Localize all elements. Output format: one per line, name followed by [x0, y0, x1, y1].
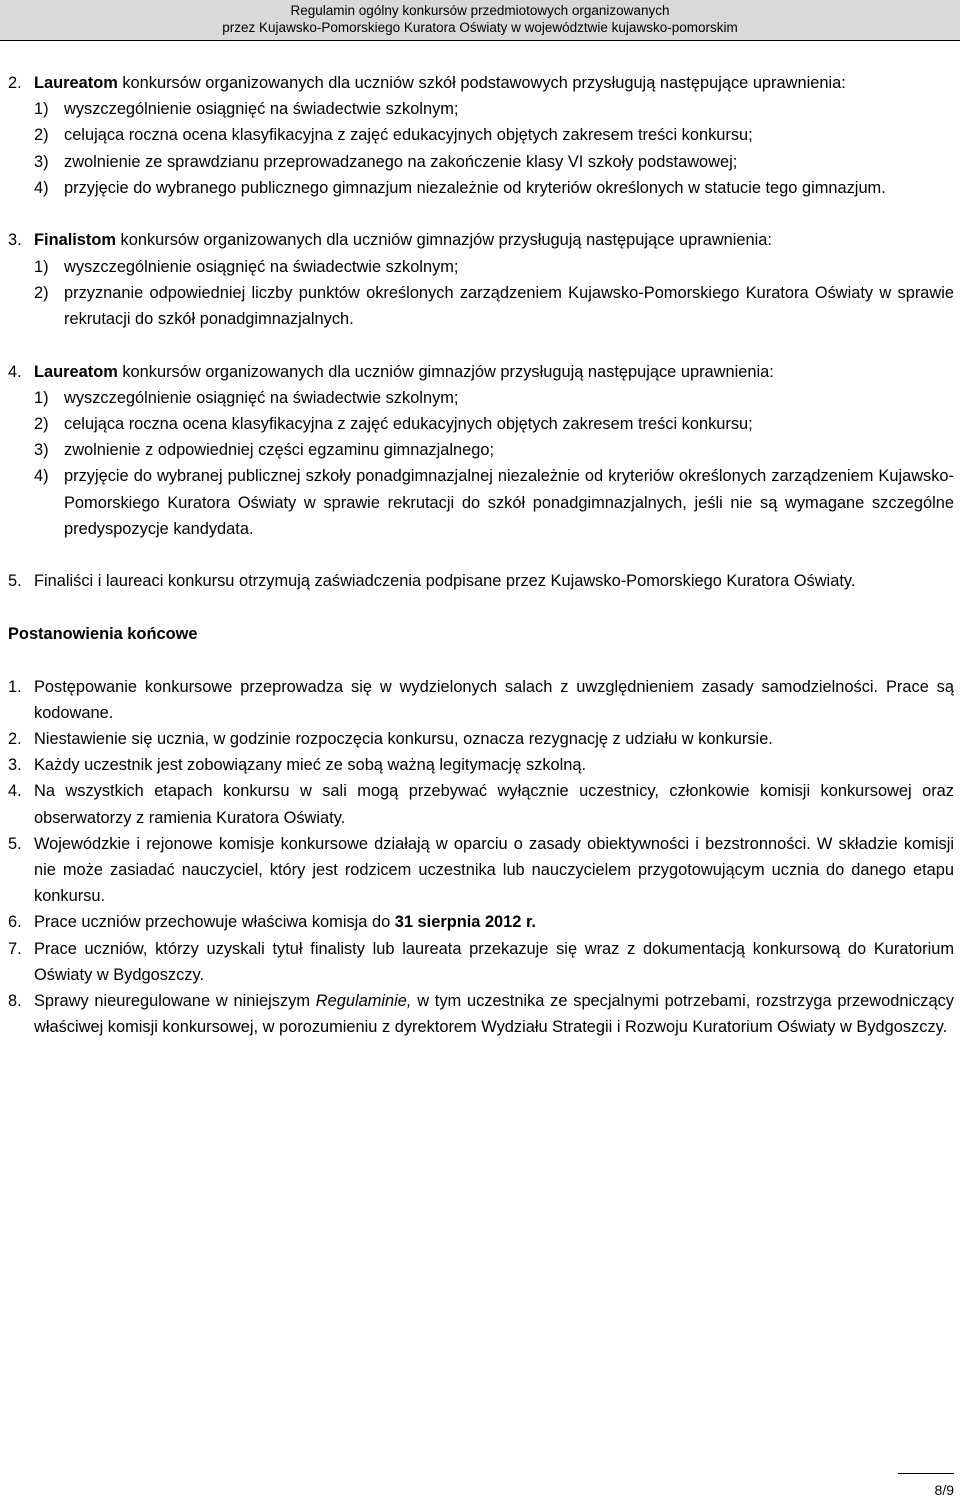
item-number: 2. [8, 74, 22, 92]
sub-number: 2) [34, 126, 49, 145]
sub-item [8, 437, 954, 463]
item-number: 7. [8, 939, 22, 958]
sub-text: zwolnienie z odpowiedniej części egzaminu gimnazjalnego; [64, 441, 495, 460]
item-text: Wojewódzkie i rejonowe komisje konkursowe działają w oparciu o zasady obiektywności i bezstronności. W składzie komisji nie może zasiadać nauczyciel, który jest rodzicem uczestnika lub nauczycielem przygotowującym ucznia do danego etapu konkursu. [34, 834, 954, 906]
item-3 [8, 227, 954, 253]
sub-number: 1) [34, 257, 49, 276]
sub-item [8, 463, 954, 542]
sub-text: celująca roczna ocena klasyfikacyjna z zajęć edukacyjnych objętych zakresem treści konkursu; [64, 415, 753, 434]
item-number: 8. [8, 992, 22, 1011]
page-number: 8/9 [934, 1482, 954, 1498]
sub-text: zwolnienie ze sprawdzianu przeprowadzanego na zakończenie klasy VI szkoły podstawowej; [64, 152, 738, 171]
item-number: 4. [8, 782, 22, 801]
item-number: 5. [8, 572, 22, 591]
final-item-3 [8, 752, 954, 778]
final-item-7 [8, 936, 954, 988]
sub-number: 3) [34, 152, 49, 171]
item-text: Finaliści i laureaci konkursu otrzymują zaświadczenia podpisane przez Kujawsko-Pomorskiego Kuratora Oświaty. [34, 572, 856, 591]
sub-text: wyszczególnienie osiągnięć na świadectwie szkolnym; [64, 388, 459, 407]
sub-number: 2) [34, 283, 49, 302]
item-text: Prace uczniów przechowuje właściwa komisja do [34, 913, 395, 932]
final-item-6 [8, 909, 954, 935]
sub-item [8, 149, 954, 175]
item-text: konkursów organizowanych dla uczniów szkół podstawowych przysługują następujące uprawnienia: [117, 74, 846, 92]
final-item-8 [8, 988, 954, 1040]
header-rule [0, 40, 960, 41]
item-text: Postępowanie konkursowe przeprowadza się w wydzielonych salach z uwzględnieniem zasady samodzielności. Prace są kodowane. [34, 677, 954, 722]
item-text: Na wszystkich etapach konkursu w sali mogą przebywać wyłącznie uczestnicy, członkowie komisji konkursowej oraz obserwatorzy z ramienia Kuratora Oświaty. [34, 782, 954, 827]
item-text: Niestawienie się ucznia, w godzinie rozpoczęcia konkursu, oznacza rezygnację z udziału w konkursie. [34, 730, 773, 749]
item-number: 4. [8, 362, 22, 381]
item-4 [8, 359, 954, 385]
item-text-post: w tym uczestnika ze specjalnymi potrzebami, rozstrzyga przewodniczący właściwej komisji konkursowej, w porozumieniu z dyrektorem Wydziału Strategii i Rozwoju Kuratorium Oświaty w Bydgoszczy. [34, 992, 954, 1037]
sub-item [8, 175, 954, 201]
header-line-1: Regulamin ogólny konkursów przedmiotowych organizowanych [290, 3, 670, 18]
sub-text: przyznanie odpowiedniej liczby punktów określonych zarządzeniem Kujawsko-Pomorskiego Kuratora Oświaty w sprawie rekrutacji do szkół ponadgimnazjalnych. [64, 283, 954, 329]
sub-item [8, 411, 954, 437]
sub-number: 4) [34, 178, 49, 197]
final-item-5 [8, 831, 954, 910]
item-text-italic: Regulaminie, [315, 992, 412, 1011]
item-number: 3. [8, 231, 22, 250]
sub-number: 1) [34, 100, 49, 119]
sub-text: wyszczególnienie osiągnięć na świadectwie szkolnym; [64, 100, 459, 119]
item-number: 6. [8, 913, 22, 932]
final-item-1 [8, 674, 954, 726]
footer-rule [898, 1473, 954, 1474]
page-header [0, 0, 960, 40]
sub-number: 4) [34, 467, 49, 486]
deadline-date: 31 sierpnia 2012 r. [394, 913, 536, 932]
item-keyword: Laureatom [34, 74, 118, 92]
item-number: 2. [8, 730, 22, 749]
sub-item [8, 385, 954, 411]
item-text: Każdy uczestnik jest zobowiązany mieć ze sobą ważną legitymację szkolną. [34, 756, 587, 775]
item-number: 1. [8, 677, 22, 696]
section-title: Postanowienia końcowe [8, 625, 198, 644]
sub-item [8, 122, 954, 148]
item-text: Prace uczniów, którzy uzyskali tytuł finalisty lub laureata przekazuje się wraz z dokumentacją konkursową do Kuratorium Oświaty w Bydgoszczy. [34, 939, 954, 984]
document-body [8, 70, 954, 1040]
item-2 [8, 70, 954, 96]
sub-item [8, 254, 954, 280]
item-number: 3. [8, 756, 22, 775]
sub-number: 3) [34, 441, 49, 460]
sub-text: przyjęcie do wybranego publicznego gimnazjum niezależnie od kryteriów określonych w statucie tego gimnazjum. [64, 178, 886, 197]
item-keyword: Finalistom [34, 231, 116, 250]
final-item-2 [8, 726, 954, 752]
sub-item [8, 96, 954, 122]
item-keyword: Laureatom [34, 362, 118, 381]
sub-item [8, 280, 954, 332]
item-5 [8, 568, 954, 594]
final-item-4 [8, 778, 954, 830]
item-number: 5. [8, 834, 22, 853]
sub-text: celująca roczna ocena klasyfikacyjna z zajęć edukacyjnych objętych zakresem treści konkursu; [64, 126, 753, 145]
sub-number: 1) [34, 388, 49, 407]
item-text: konkursów organizowanych dla uczniów gimnazjów przysługują następujące uprawnienia: [117, 362, 774, 381]
sub-text: wyszczególnienie osiągnięć na świadectwie szkolnym; [64, 257, 459, 276]
item-text: konkursów organizowanych dla uczniów gimnazjów przysługują następujące uprawnienia: [115, 231, 772, 250]
sub-text: przyjęcie do wybranej publicznej szkoły ponadgimnazjalnej niezależnie od kryteriów określonych zarządzeniem Kujawsko-Pomorskiego Kuratora Oświaty w sprawie rekrutacji do szkół ponadgimnazjalnych, jeśli nie są wymagane szczególne predyspozycje kandydata. [64, 467, 954, 538]
item-text-pre: Sprawy nieuregulowane w niniejszym [34, 992, 316, 1011]
sub-number: 2) [34, 415, 49, 434]
header-line-2: przez Kujawsko-Pomorskiego Kuratora Oświaty w województwie kujawsko-pomorskim [222, 20, 738, 35]
